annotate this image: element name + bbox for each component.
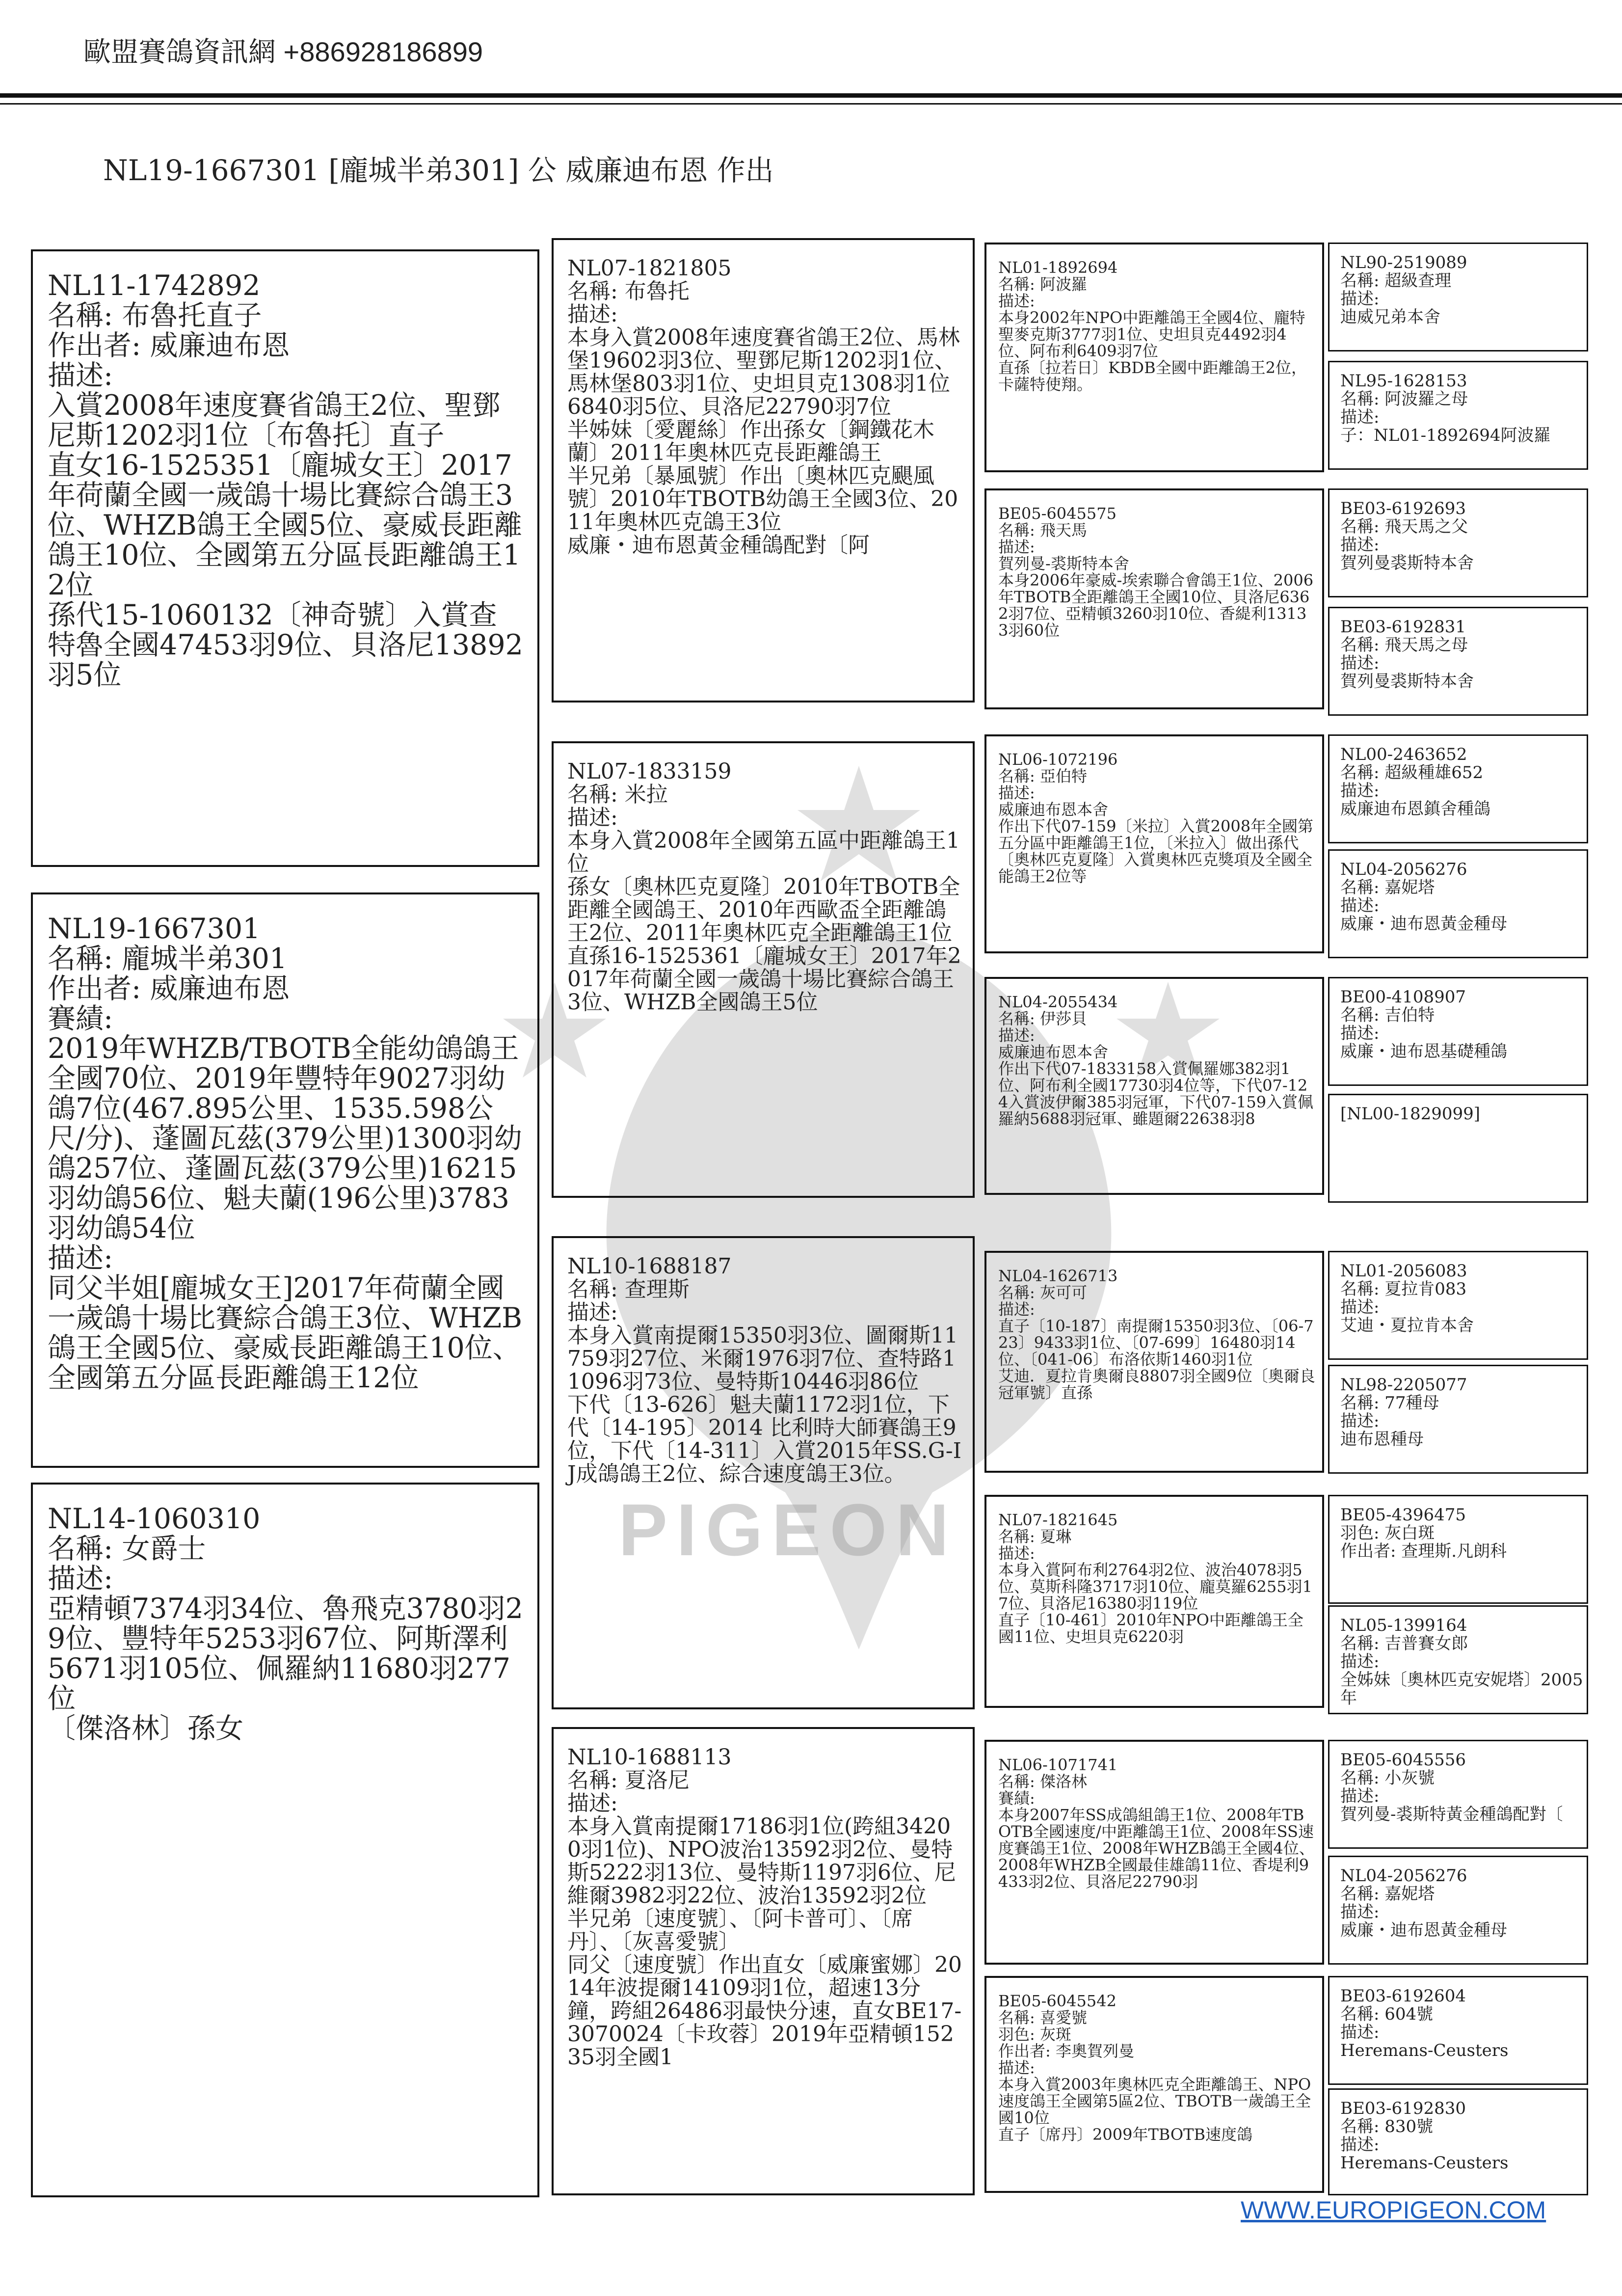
gen4-card: BE03-6192604 名稱: 604號 描述: Heremans-Ceusters <box>1328 1976 1588 2085</box>
gen2-card: NL10-1688187 名稱: 查理斯 描述: 本身入賞南提爾15350羽3位、圖爾斯11759羽27位、米爾1976羽7位、查特路11096羽73位、曼特斯10446羽86位 下代〔13-626〕魁夫蘭1172羽1位，下代〔14-195〕2014 比利時大師賽鴿王9位，下代〔14-311〕入賞2015年SS.G-IJ成鴿鴿王2位、綜合速度鴿王3位。 <box>552 1236 975 1709</box>
gen4-card: NL05-1399164 名稱: 吉普賽女郎 描述: 全姊妹〔奧林匹克安妮塔〕2005年 <box>1328 1605 1588 1714</box>
gen4-card: NL98-2205077 名稱: 77種母 描述: 迪布恩種母 <box>1328 1365 1588 1474</box>
gen4-card: NL90-2519089 名稱: 超級查理 描述: 迪威兄弟本舍 <box>1328 243 1588 351</box>
header-rule-thick <box>0 93 1622 98</box>
gen4-card: BE03-6192831 名稱: 飛天馬之母 描述: 賀列曼裘斯特本舍 <box>1328 607 1588 716</box>
gen4-card: NL95-1628153 名稱: 阿波羅之母 描述: 子：NL01-1892694阿波羅 <box>1328 361 1588 470</box>
gen2-card: NL07-1821805 名稱: 布魯托 描述: 本身入賞2008年速度賽省鴿王2位、馬林堡19602羽3位、聖鄧尼斯1202羽1位、馬林堡803羽1位、史坦貝克1308羽1位6840羽5位、貝洛尼22790羽7位 半姊妹〔愛麗絲〕作出孫女〔鋼鐵花木蘭〕2011年奧林匹克長距離鴿王 半兄弟〔暴風號〕作出〔奧林匹克颶風號〕2010年TBOTB幼鴿王全國3位、2011年奧林匹克鴿王3位 威廉・迪布恩黃金種鴿配對〔阿 <box>552 238 975 702</box>
gen4-card: NL01-2056083 名稱: 夏拉肯083 描述: 艾迪・夏拉肯本舍 <box>1328 1251 1588 1360</box>
gen4-card: NL04-2056276 名稱: 嘉妮塔 描述: 威廉・迪布恩黃金種母 <box>1328 1856 1588 1965</box>
gen3-card: BE05-6045575 名稱: 飛天馬 描述: 賀列曼-裘斯特本舍 本身2006年豪威-埃索聯合會鴿王1位、2006年TBOTB全距離鴿王全國10位、貝洛尼6362羽7位、亞精頓3260羽10位、香緹利13133羽60位 <box>984 488 1324 709</box>
header-rule-thin <box>0 103 1622 105</box>
footer-website-link[interactable]: WWW.EUROPIGEON.COM <box>1241 2196 1546 2224</box>
gen4-card: NL04-2056276 名稱: 嘉妮塔 描述: 威廉・迪布恩黃金種母 <box>1328 849 1588 958</box>
gen3-card: BE05-6045542 名稱: 喜愛號 羽色: 灰斑 作出者: 李奧賀列曼 描述: 本身入賞2003年奧林匹克全距離鴿王、NPO速度鴿王全國第5區2位、TBOTB一歲鴿王全國10位 直子〔席丹〕2009年TBOTB速度鴿 <box>984 1976 1324 2193</box>
site-header: 歐盟賽鴿資訊網 +886928186899 <box>83 36 483 67</box>
gen4-card: BE00-4108907 名稱: 吉伯特 描述: 威廉・迪布恩基礎種鴿 <box>1328 977 1588 1086</box>
gen3-card: NL04-1626713 名稱: 灰可可 描述: 直子〔10-187〕南提爾15350羽3位、〔06-723〕9433羽1位、〔07-699〕16480羽14位、〔041-06〕布洛依斯1460羽1位 艾迪．夏拉肯奧爾良8807羽全國9位〔奧爾良冠軍號〕直孫 <box>984 1251 1324 1473</box>
gen4-card: NL00-2463652 名稱: 超級種雄652 描述: 威廉迪布恩鎮舍種鴿 <box>1328 734 1588 843</box>
pedigree-title: NL19-1667301 [龐城半弟301] 公 威廉迪布恩 作出 <box>103 154 774 187</box>
gen2-card: NL10-1688113 名稱: 夏洛尼 描述: 本身入賞南提爾17186羽1位(跨組34200羽1位)、NPO波治13592羽2位、曼特斯5222羽13位、曼特斯1197羽6位、尼維爾3982羽22位、波治13592羽2位 半兄弟〔速度號〕、〔阿卡普可〕、〔席丹〕、〔灰喜愛號〕 同父〔速度號〕作出直女〔威廉蜜娜〕2014年波提爾14109羽1位，超速13分鐘，跨組26486羽最快分速，直女BE17-3070024〔卡玫蓉〕2019年亞精頓15235羽全國1 <box>552 1727 975 2195</box>
gen3-card: NL07-1821645 名稱: 夏琳 描述: 本身入賞阿布利2764羽2位、波治4078羽5位、莫斯科隆3717羽10位、龐莫羅6255羽17位、貝洛尼16380羽119位 直子〔10-461〕2010年NPO中距離鴿王全國11位、史坦貝克6220羽 <box>984 1495 1324 1708</box>
dam-card: NL14-1060310 名稱: 女爵士 描述: 亞精頓7374羽34位、魯飛克3780羽29位、豐特年5253羽67位、阿斯澤利5671羽105位、佩羅納11680羽277位 〔傑洛林〕孫女 <box>31 1483 539 2197</box>
gen2-card: NL07-1833159 名稱: 米拉 描述: 本身入賞2008年全國第五區中距離鴿王1位 孫女〔奧林匹克夏隆〕2010年TBOTB全距離全國鴿王、2010年西歐盃全距離鴿王2位、2011年奧林匹克全距離鴿王1位 直孫16-1525361〔龐城女王〕2017年2017年荷蘭全國一歲鴿十場比賽綜合鴿王3位、WHZB全國鴿王5位 <box>552 741 975 1198</box>
gen3-card: NL06-1071741 名稱: 傑洛林 賽績: 本身2007年SS成鴿組鴿王1位、2008年TBOTB全國速度/中距離鴿王1位、2008年SS速度賽鴿王1位、2008年WHZB鴿王全國4位、2008年WHZB全國最佳雄鴿11位、香堤利9433羽2位、貝洛尼22790羽 <box>984 1740 1324 1965</box>
gen3-card: NL01-1892694 名稱: 阿波羅 描述: 本身2002年NPO中距離鴿王全國4位、龐特聖麥克斯3777羽1位、史坦貝克4492羽4位、阿布利6409羽7位 直孫〔拉若日〕KBDB全國中距離鴿王2位，卡薩特使翔。 <box>984 243 1324 472</box>
gen3-card: NL04-2055434 名稱: 伊莎貝 描述: 威廉迪布恩本舍 作出下代07-1833158入賞佩羅娜382羽1位、阿布利全國17730羽4位等，下代07-124入賞波伊爾385羽冠軍，下代07-159入賞佩羅納5688羽冠軍、雖題爾22638羽8 <box>984 977 1324 1195</box>
gen4-card: BE05-6045556 名稱: 小灰號 描述: 賀列曼-裘斯特黃金種鴿配對〔 <box>1328 1740 1588 1849</box>
gen4-card: BE05-4396475 羽色: 灰白斑 作出者: 查理斯.凡朗科 <box>1328 1495 1588 1604</box>
watermark-text: PIGEON <box>618 1488 958 1571</box>
gen4-card: [NL00-1829099] <box>1328 1094 1588 1203</box>
gen3-card: NL06-1072196 名稱: 亞伯特 描述: 威廉迪布恩本舍 作出下代07-159〔米拉〕入賞2008年全國第五分區中距離鴿王1位，〔米拉入〕做出孫代〔奧林匹克夏隆〕入賞奧林匹克獎項及全國全能鴿王2位等 <box>984 734 1324 953</box>
gen4-card: BE03-6192693 名稱: 飛天馬之父 描述: 賀列曼裘斯特本舍 <box>1328 488 1588 597</box>
sire-card: NL11-1742892 名稱: 布魯托直子 作出者: 威廉迪布恩 描述: 入賞2008年速度賽省鴿王2位、聖鄧尼斯1202羽1位〔布魯托〕直子 直女16-1525351〔龐城女王〕2017年荷蘭全國一歲鴿十場比賽綜合鴿王3位、WHZB鴿王全國5位、豪威長距離鴿王10位、全國第五分區長距離鴿王12位 孫代15-1060132〔神奇號〕入賞查特魯全國47453羽9位、貝洛尼13892羽5位 <box>31 249 539 867</box>
gen4-card: BE03-6192830 名稱: 830號 描述: Heremans-Ceusters <box>1328 2088 1588 2195</box>
subject-card: NL19-1667301 名稱: 龐城半弟301 作出者: 威廉迪布恩 賽績: 2019年WHZB/TBOTB全能幼鴿鴿王全國70位、2019年豐特年9027羽幼鴿7位(467.895公里、1535.598公尺/分)、蓬圖瓦茲(379公里)1300羽幼鴿257位、蓬圖瓦茲(379公里)16215羽幼鴿56位、魁夫蘭(196公里)3783羽幼鴿54位 描述: 同父半姐[龐城女王]2017年荷蘭全國一歲鴿十場比賽綜合鴿王3位、WHZB鴿王全國5位、豪威長距離鴿王10位、全國第五分區長距離鴿王12位 <box>31 892 539 1468</box>
